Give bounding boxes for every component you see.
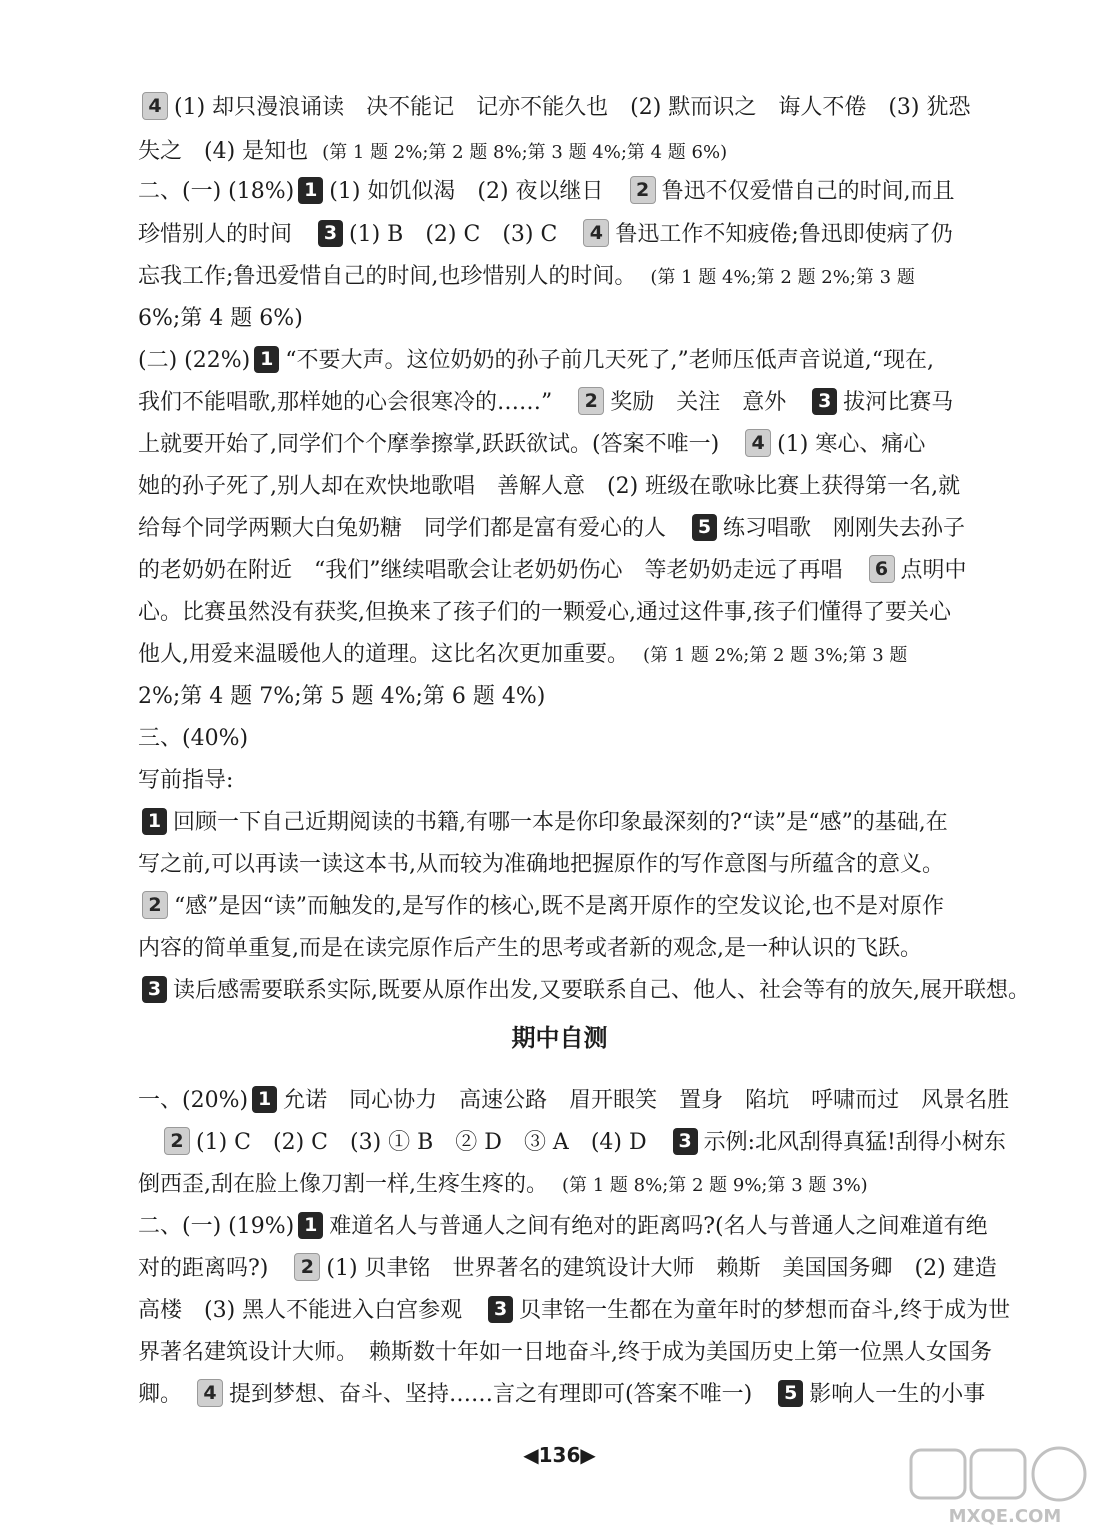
answer-line <box>138 1079 1038 1123</box>
answer-text: 珍惜别人的时间 <box>138 222 315 247</box>
answer-text: 心。比赛虽然没有获奖,但换来了孩子们的一颗爱心,通过这件事,孩子们懂得了要关心 <box>138 600 951 625</box>
answer-text: 写之前,可以再读一读这本书,从而较为准确地把握原作的写作意图与所蕴含的意义。 <box>138 852 944 877</box>
answer-line <box>138 1331 1038 1375</box>
answer-text: 给每个同学两颗大白兔奶糖 同学们都是富有爱心的人 <box>138 516 689 541</box>
answer-text: 失之 (4) 是知也 <box>138 139 309 164</box>
question-number-badge: 4 <box>197 1379 223 1407</box>
answer-text: 读后感需要联系实际,既要从原作出发,又要联系自己、他人、社会等有的放矢,展开联想。 <box>173 978 1030 1003</box>
answer-text: 鲁迅不仅爱惜自己的时间,而且 <box>661 179 955 204</box>
answer-text: 练习唱歌 刚刚失去孙子 <box>723 516 966 541</box>
answer-text: “感”是因“读”而触发的,是写作的核心,既不是离开原作的空发议论,也不是对原作 <box>174 894 944 919</box>
question-number-badge: 3 <box>673 1128 698 1155</box>
answer-line <box>138 130 1038 174</box>
answer-text: 二、(一) (19%) <box>138 1214 295 1239</box>
watermark-logo <box>905 1444 1105 1530</box>
answer-text: 内容的简单重复,而是在读完原作后产生的思考或者新的观念,是一种认识的飞跃。 <box>138 936 922 961</box>
answer-line <box>138 633 1038 677</box>
question-number-badge: 1 <box>254 346 279 373</box>
question-number-badge: 1 <box>142 808 167 835</box>
answer-line <box>138 1289 1038 1333</box>
answer-text: (1) 贝聿铭 世界著名的建筑设计大师 赖斯 美国国务卿 (2) 建造 <box>326 1256 997 1281</box>
answer-line <box>138 465 1038 509</box>
question-number-badge: 3 <box>318 220 343 247</box>
answer-line <box>138 759 1038 803</box>
answer-text: 点明中 <box>900 558 967 583</box>
question-number-badge: 4 <box>583 219 609 247</box>
question-number-badge: 2 <box>630 176 656 204</box>
answer-text: (1) 却只漫浪诵读 决不能记 记亦不能久也 (2) 默而识之 诲人不倦 (3) 犹恐 <box>174 95 971 120</box>
answer-text: 奖励 关注 意外 <box>610 390 809 415</box>
question-number-badge: 3 <box>812 388 837 415</box>
answer-text: “不要大声。这位奶奶的孙子前几天死了,”老师压低声音说道,“现在, <box>285 348 934 373</box>
answer-text: 三、(40%) <box>138 726 249 751</box>
answer-line <box>138 675 1038 719</box>
answer-text: 忘我工作;鲁迅爱惜自己的时间,也珍惜别人的时间。 <box>138 264 637 289</box>
answer-text: 我们不能唱歌,那样她的心会很寒冷的……” <box>138 390 575 415</box>
answer-line <box>138 885 1038 929</box>
answer-line <box>138 801 1038 845</box>
answer-line <box>138 717 1038 761</box>
question-number-badge: 5 <box>778 1380 803 1407</box>
answer-text: 2%;第 4 题 7%;第 5 题 4%;第 6 题 4%) <box>138 684 546 709</box>
question-number-badge: 1 <box>252 1086 277 1113</box>
answer-text: 对的距离吗?) <box>138 1256 291 1281</box>
answer-line <box>138 1373 1038 1417</box>
question-number-badge: 3 <box>142 976 167 1003</box>
answer-text: 拔河比赛马 <box>843 390 954 415</box>
answer-text: 界著名建筑设计大师。 赖斯数十年如一日地奋斗,终于成为美国历史上第一位黑人女国务 <box>138 1340 992 1365</box>
question-number-badge: 2 <box>294 1253 320 1281</box>
score-note: (第 1 题 4%;第 2 题 2%;第 3 题 <box>650 267 915 288</box>
answer-line <box>138 591 1038 635</box>
question-number-badge: 6 <box>869 555 895 583</box>
answer-text: (二) (22%) <box>138 348 251 373</box>
answer-text: 上就要开始了,同学们个个摩拳擦掌,跃跃欲试。(答案不唯一) <box>138 432 742 457</box>
answer-line <box>138 507 1038 551</box>
answer-text: 卿。 <box>138 1382 194 1407</box>
score-note: (第 1 题 2%;第 2 题 8%;第 3 题 4%;第 4 题 6%) <box>322 142 728 163</box>
answer-line <box>138 297 1038 341</box>
answer-text: (1) 寒心、痛心 <box>777 432 926 457</box>
answer-text: 示例:北风刮得真猛!刮得小树东 <box>703 1130 1006 1155</box>
answer-text: (1) 如饥似渴 (2) 夜以继日 <box>329 179 626 204</box>
answer-line <box>138 549 1038 593</box>
answer-text: 鲁迅工作不知疲倦;鲁迅即使病了仍 <box>615 222 953 247</box>
answer-text: 写前指导: <box>138 768 234 793</box>
question-number-badge: 1 <box>298 1212 323 1239</box>
answer-text: 贝聿铭一生都在为童年时的梦想而奋斗,终于成为世 <box>519 1298 1011 1323</box>
answer-text: 二、(一) (18%) <box>138 179 295 204</box>
section-title: 期中自测 <box>511 1024 608 1052</box>
question-number-badge: 1 <box>298 177 323 204</box>
answer-text: 一、(20%) <box>138 1088 249 1113</box>
answer-text: 难道名人与普通人之间有绝对的距离吗?(名人与普通人之间难道有绝 <box>329 1214 988 1239</box>
answer-line <box>138 927 1038 971</box>
answer-text: 影响人一生的小事 <box>809 1382 986 1407</box>
score-note: (第 1 题 2%;第 2 题 3%;第 3 题 <box>643 645 908 666</box>
svg-text:MXQE.COM: MXQE.COM <box>948 1506 1062 1527</box>
answer-line <box>138 969 1038 1013</box>
answer-line <box>138 170 1038 214</box>
answer-text: 高楼 (3) 黑人不能进入白宫参观 <box>138 1298 485 1323</box>
answer-text: 6%;第 4 题 6%) <box>138 306 303 331</box>
answer-line <box>138 1121 1038 1165</box>
answer-text: 倒西歪,刮在脸上像刀割一样,生疼生疼的。 <box>138 1172 548 1197</box>
answer-text <box>138 1130 160 1155</box>
question-number-badge: 5 <box>692 514 717 541</box>
answer-text: 回顾一下自己近期阅读的书籍,有哪一本是你印象最深刻的?“读”是“感”的基础,在 <box>173 810 948 835</box>
question-number-badge: 2 <box>164 1127 190 1155</box>
answer-text: 她的孙子死了,别人却在欢快地歌唱 善解人意 (2) 班级在歌咏比赛上获得第一名,就 <box>138 474 961 499</box>
answer-text: (1) B (2) C (3) C <box>349 222 580 247</box>
answer-line <box>138 1247 1038 1291</box>
answer-line <box>138 213 1038 257</box>
answer-text: (1) C (2) C (3) ① B ② D ③ A (4) D <box>196 1130 669 1155</box>
answer-line <box>138 423 1038 467</box>
answer-text: 允诺 同心协力 高速公路 眉开眼笑 置身 陷坑 呼啸而过 风景名胜 <box>283 1088 1010 1113</box>
answer-line <box>138 1163 1038 1207</box>
score-note: (第 1 题 8%;第 2 题 9%;第 3 题 3%) <box>562 1175 868 1196</box>
question-number-badge: 3 <box>488 1296 513 1323</box>
question-number-badge: 2 <box>578 387 604 415</box>
answer-line <box>138 255 1038 299</box>
question-number-badge: 2 <box>142 891 168 919</box>
answer-line <box>138 381 1038 425</box>
question-number-badge: 4 <box>745 429 771 457</box>
answer-text: 提到梦想、奋斗、坚持……言之有理即可(答案不唯一) <box>229 1382 775 1407</box>
answer-line <box>138 1205 1038 1249</box>
answer-line <box>138 339 1038 383</box>
answer-line <box>138 86 1038 130</box>
answer-text: 的老奶奶在附近 “我们”继续唱歌会让老奶奶伤心 等老奶奶走远了再唱 <box>138 558 865 583</box>
answer-line <box>138 843 1038 887</box>
page-number: ◀136▶ <box>523 1443 596 1467</box>
answer-text: 他人,用爱来温暖他人的道理。这比名次更加重要。 <box>138 642 629 667</box>
question-number-badge: 4 <box>142 92 168 120</box>
